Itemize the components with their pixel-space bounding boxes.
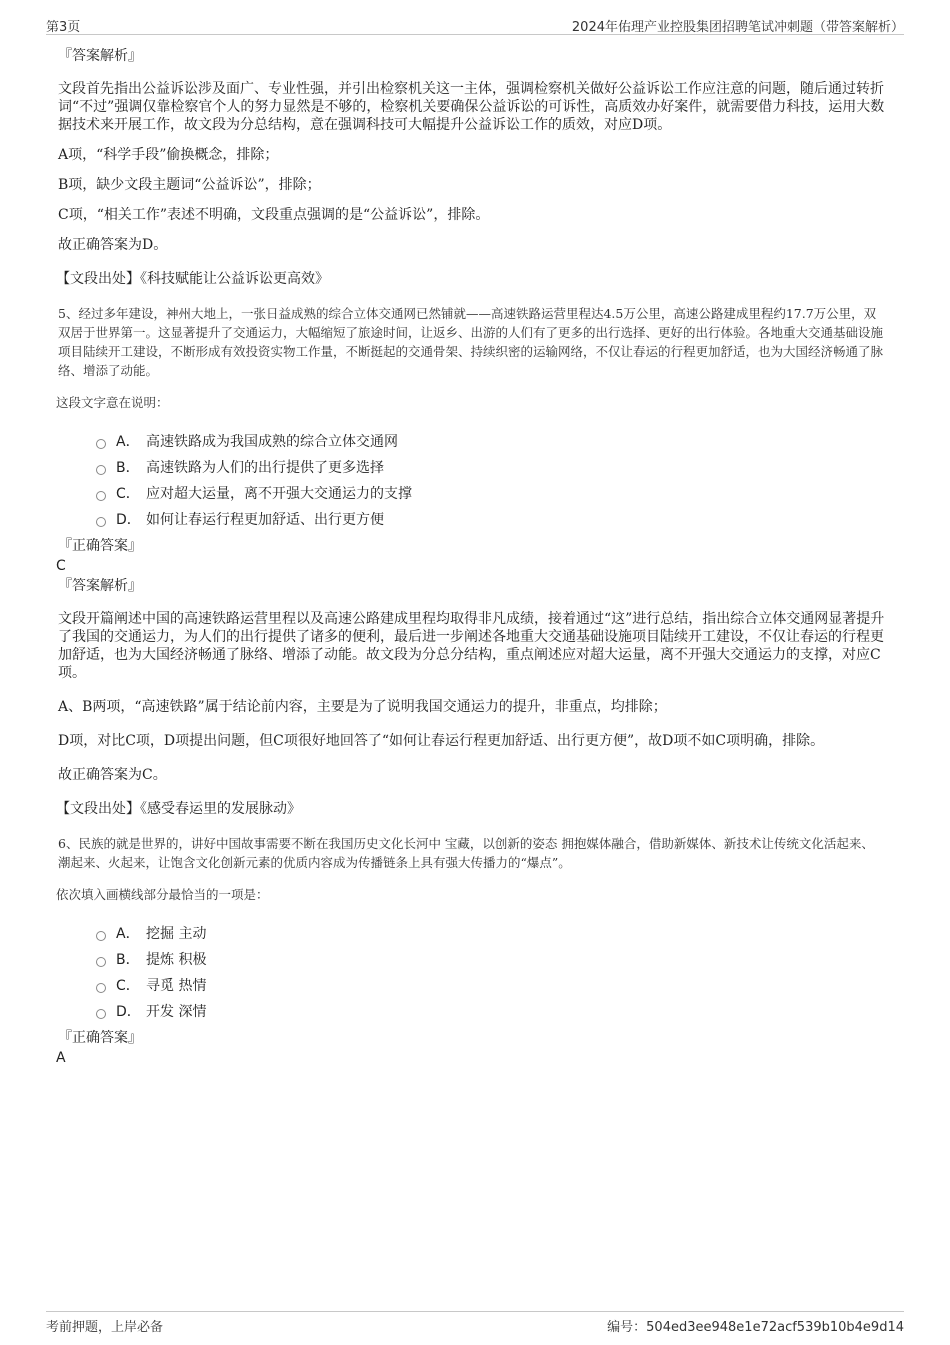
correct-answer-tag: 『正确答案』 [58, 538, 142, 554]
question-5-options [96, 428, 886, 532]
answer-analysis-tag: 『答案解析』 [58, 48, 142, 64]
conclusion: 故正确答案为C。 [58, 767, 167, 783]
conclusion: 故正确答案为D。 [58, 237, 168, 253]
correct-answer-tag: 『正确答案』 [58, 1030, 142, 1046]
page-content [56, 46, 886, 1068]
option-letter: C． [116, 978, 140, 994]
question-5-prompt: 这段文字意在说明： [56, 395, 169, 410]
option-text: 高速铁路为人们的出行提供了更多选择 [146, 460, 384, 476]
question-6-prompt: 依次填入画横线部分最恰当的一项是： [56, 887, 269, 902]
option-letter: A． [116, 926, 140, 942]
radio-icon[interactable] [96, 465, 106, 475]
option-c[interactable] [96, 480, 886, 506]
option-letter: D． [116, 1004, 141, 1020]
option-letter: D． [116, 512, 141, 528]
option-letter: B． [116, 952, 140, 968]
radio-icon[interactable] [96, 439, 106, 449]
radio-icon[interactable] [96, 957, 106, 967]
option-text: 寻觅 热情 [146, 978, 207, 994]
document-code: 编号：504ed3ee948e1e72acf539b10b4e9d14 [607, 1320, 904, 1335]
passage-source: 【文段出处】《科技赋能让公益诉讼更高效》 [56, 271, 329, 287]
correct-answer: C [56, 558, 66, 574]
option-a[interactable] [96, 428, 886, 454]
radio-icon[interactable] [96, 983, 106, 993]
page-header [46, 14, 904, 35]
option-text: 高速铁路成为我国成熟的综合立体交通网 [146, 434, 398, 450]
option-text: 开发 深情 [146, 1004, 207, 1020]
radio-icon[interactable] [96, 931, 106, 941]
answer-analysis-tag: 『答案解析』 [58, 578, 142, 594]
option-text: 如何让春运行程更加舒适、出行更方便 [146, 512, 384, 528]
option-c[interactable] [96, 972, 886, 998]
option-letter: C． [116, 486, 140, 502]
option-c-note: C项，“相关工作”表述不明确，文段重点强调的是“公益诉讼”，排除。 [58, 207, 490, 223]
option-letter: B． [116, 460, 140, 476]
question-5-text: 5、经过多年建设，神州大地上，一张日益成熟的综合立体交通网已然铺就——高速铁路运营里程达4.5万公里，高速公路建成里程约17.7万公里，双双居于世界第一。这显著提升了交通运力，大幅缩短了旅途时间，让返乡、出游的人们有了更多的出行选择、更好的出行体验。各地重大交通基础设施项目陆续开工建设，不断形成有效投资实物工作量，不断挺起的交通骨架、持续织密的运输网络，不仅让春运的行程更加舒适，也为大国经济畅通了脉络、增添了动能。 [58, 306, 884, 378]
option-text: 应对超大运量，离不开强大交通运力的支撑 [146, 486, 412, 502]
option-a[interactable] [96, 920, 886, 946]
option-b-note: B项，缺少文段主题词“公益诉讼”，排除； [58, 177, 321, 193]
option-text: 挖掘 主动 [146, 926, 207, 942]
radio-icon[interactable] [96, 491, 106, 501]
passage-source: 【文段出处】《感受春运里的发展脉动》 [56, 801, 301, 817]
answer-analysis-text: 文段开篇阐述中国的高速铁路运营里程以及高速公路建成里程均取得非凡成绩，接着通过“这”进行总结，指出综合立体交通网显著提升了我国的交通运力，为人们的出行提供了诸多的便利，最后进一步阐述各地重大交通基础设施项目陆续开工建设，不仅让春运的行程更加舒适，也为大国经济畅通了脉络、增添了动能。故文段为分总分结构，重点阐述应对超大运量，离不开强大交通运力的支撑，对应C项。 [58, 611, 885, 681]
question-6-options [96, 920, 886, 1024]
radio-icon[interactable] [96, 1009, 106, 1019]
option-b[interactable] [96, 454, 886, 480]
document-title: 2024年佑理产业控股集团招聘笔试冲刺题（带答案解析） [571, 20, 904, 35]
option-ab-note: A、B两项，“高速铁路”属于结论前内容，主要是为了说明我国交通运力的提升，非重点，均排除； [58, 699, 667, 715]
option-text: 提炼 积极 [146, 952, 207, 968]
page-footer [46, 1311, 904, 1338]
option-d[interactable] [96, 998, 886, 1024]
question-6-text: 6、民族的就是世界的，讲好中国故事需要不断在我国历史文化长河中 宝藏，以创新的姿态 拥抱媒体融合，借助新媒体、新技术让传统文化活起来、潮起来、火起来，让饱含文化创新元素的优质内容成为传播链条上具有强大传播力的“爆点”。 [58, 836, 874, 870]
option-d[interactable] [96, 506, 886, 532]
option-a-note: A项，“科学手段”偷换概念，排除； [58, 147, 279, 163]
option-letter: A． [116, 434, 140, 450]
footer-slogan: 考前押题，上岸必备 [46, 1320, 164, 1335]
option-b[interactable] [96, 946, 886, 972]
radio-icon[interactable] [96, 517, 106, 527]
correct-answer: A [56, 1050, 66, 1066]
answer-analysis-text: 文段首先指出公益诉讼涉及面广、专业性强，并引出检察机关这一主体，强调检察机关做好公益诉讼工作应注意的问题，随后通过转折词“不过”强调仅靠检察官个人的努力显然是不够的，检察机关要确保公益诉讼的可诉性，高质效办好案件，就需要借力科技，运用大数据技术来开展工作，故文段为分总结构，意在强调科技可大幅提升公益诉讼工作的质效，对应D项。 [58, 81, 885, 133]
page-number: 第3页 [46, 20, 81, 35]
option-d-note: D项，对比C项，D项提出问题，但C项很好地回答了“如何让春运行程更加舒适、出行更方便”，故D项不如C项明确，排除。 [58, 733, 825, 749]
